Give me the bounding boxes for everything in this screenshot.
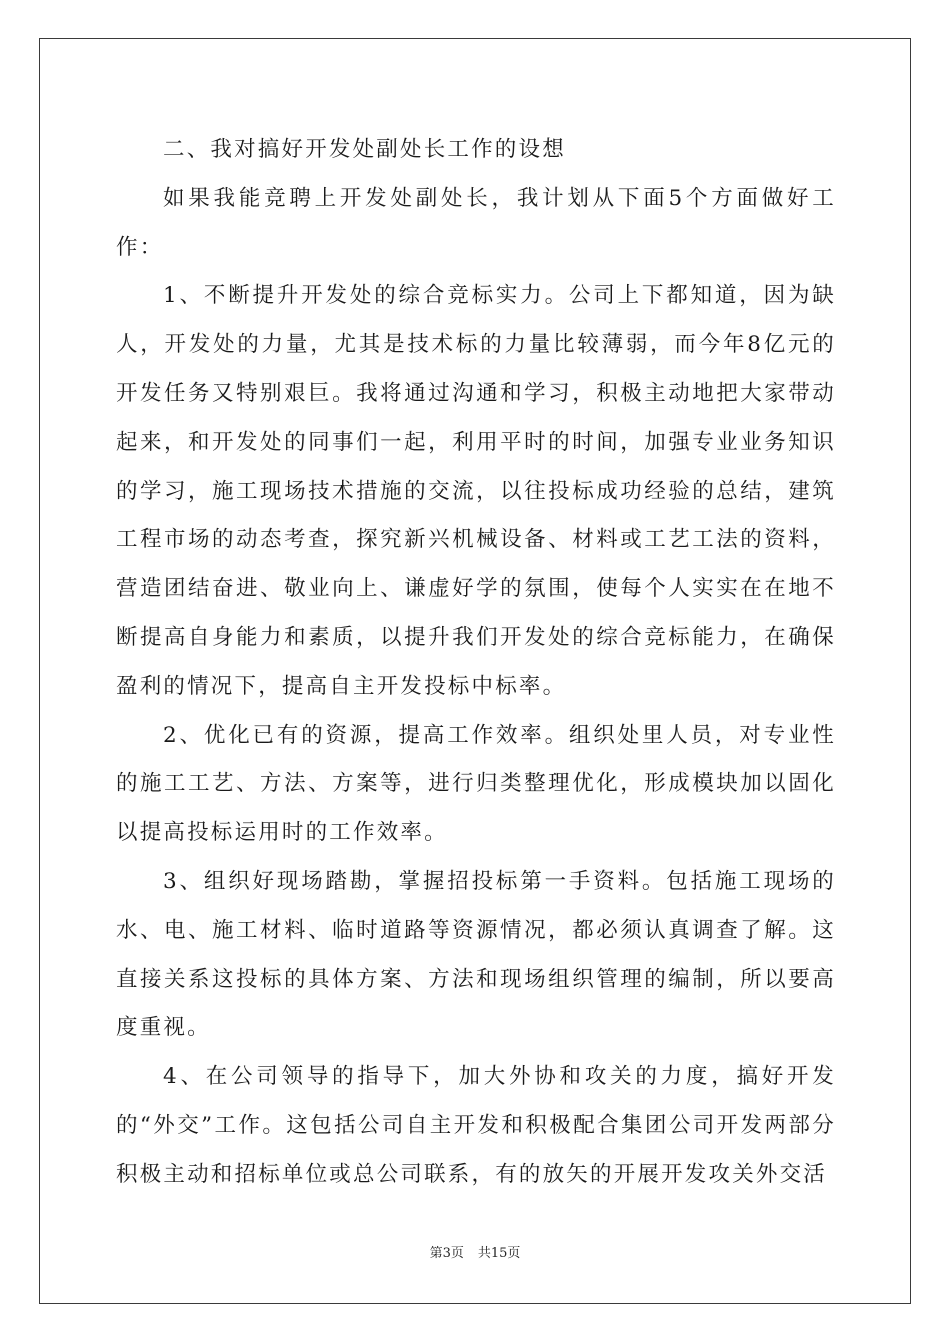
page-footer [0, 1245, 950, 1263]
paragraph-item-3: 3、组织好现场踏勘，掌握招投标第一手资料。包括施工现场的水、电、施工材料、临时道路等资源情况，都必须认真调查了解。这直接关系这投标的具体方案、方法和现场组织管理的编制，所以要高度重视。 [116, 868, 836, 1041]
paragraph-item-1: 1、不断提升开发处的综合竞标实力。公司上下都知道，因为缺人，开发处的力量，尤其是技术标的力量比较薄弱，而今年8亿元的开发任务又特别艰巨。我将通过沟通和学习，积极主动地把大家带动起来，和开发处的同事们一起，利用平时的时间，加强专业业务知识的学习，施工现场技术措施的交流，以往投标成功经验的总结，建筑工程市场的动态考查，探究新兴机械设备、材料或工艺工法的资料，营造团结奋进、敬业向上、谦虚好学的氛围，使每个人实实在在地不断提高自身能力和素质，以提升我们开发处的综合竞标能力，在确保盈利的情况下，提高自主开发投标中标率。 [116, 283, 836, 699]
paragraph-item-2: 2、优化已有的资源，提高工作效率。组织处里人员，对专业性的施工工艺、方法、方案等，进行归类整理优化，形成模块加以固化以提高投标运用时的工作效率。 [116, 722, 836, 846]
page-number: 第3页 [429, 1246, 464, 1261]
paragraph-item-4: 4、在公司领导的指导下，加大外协和攻关的力度，搞好开发的“外交”工作。这包括公司自主开发和积极配合集团公司开发两部分积极主动和招标单位或总公司联系，有的放矢的开展开发攻关外交活 [116, 1064, 836, 1187]
page-total: 共15页 [477, 1246, 521, 1261]
section-heading: 二、我对搞好开发处副处长工作的设想 [163, 137, 566, 162]
intro-paragraph: 如果我能竞聘上开发处副处长，我计划从下面5个方面做好工作： [116, 185, 836, 260]
document-body [116, 126, 836, 1200]
